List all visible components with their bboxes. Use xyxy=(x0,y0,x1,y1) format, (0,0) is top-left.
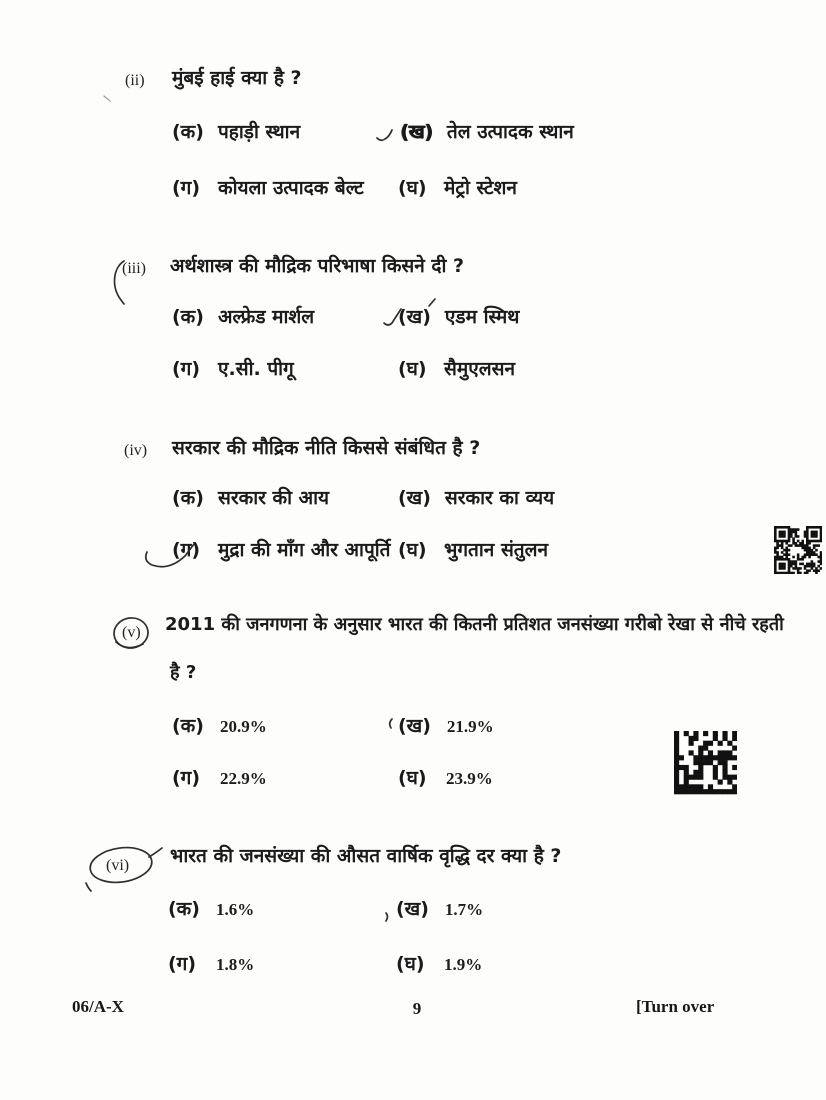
option-value: 20.9% xyxy=(220,717,267,736)
pen-tick-v-kha xyxy=(390,719,392,728)
option-label: (घ) xyxy=(398,358,427,380)
option-text: तेल उत्पादक स्थान xyxy=(446,121,574,143)
option-label: (क) xyxy=(172,306,204,328)
option-text: सैमुएलसन xyxy=(444,358,515,380)
option-label: (क) xyxy=(168,898,200,920)
option-iii-ka xyxy=(172,303,314,329)
option-vi-gha xyxy=(396,950,482,976)
pen-speck-ii xyxy=(104,96,110,101)
option-value: 1.7% xyxy=(444,900,484,919)
option-vi-ka xyxy=(168,895,254,921)
question-iv-number: (iv) xyxy=(124,442,148,459)
option-label: (ख) xyxy=(398,487,431,509)
option-ii-gha xyxy=(398,174,517,200)
option-iv-gha xyxy=(398,536,548,562)
question-v-text-line2: है ? xyxy=(170,662,197,683)
option-label: (ग) xyxy=(172,177,201,199)
option-text: सरकार की आय xyxy=(218,487,330,509)
option-label: (ग) xyxy=(172,358,201,380)
option-label: (घ) xyxy=(396,953,425,975)
option-label: (क) xyxy=(172,121,204,143)
option-label: (ग) xyxy=(172,539,201,561)
question-ii-number: (ii) xyxy=(125,72,145,89)
pen-circle-v-overdraw xyxy=(116,642,143,648)
option-value: 22.9% xyxy=(220,769,267,788)
option-v-kha xyxy=(398,712,494,738)
option-iii-gha xyxy=(398,355,515,381)
option-label: (ख) xyxy=(398,715,431,737)
pen-tick-left-margin xyxy=(86,883,91,891)
option-iv-ka xyxy=(172,484,329,510)
question-iv-text: सरकार की मौद्रिक नीति किससे संबंधित है ? xyxy=(172,437,481,459)
option-ii-kha xyxy=(400,118,574,144)
option-text: मुद्रा की माँग और आपूर्ति xyxy=(218,539,391,561)
question-iii-number: (iii) xyxy=(122,260,146,277)
pen-tick-ii-kha xyxy=(377,130,392,140)
question-iii-text: अर्थशास्त्र की मौद्रिक परिभाषा किसने दी ? xyxy=(170,255,465,277)
option-text: एडम स्मिथ xyxy=(444,306,520,328)
option-label: (क) xyxy=(172,715,204,737)
option-ii-ga xyxy=(172,174,364,200)
option-iv-kha xyxy=(398,484,554,510)
option-label: (ग) xyxy=(168,953,197,975)
question-vi-text: भारत की जनसंख्या की औसत वार्षिक वृद्धि दर क्या है ? xyxy=(170,845,562,867)
option-v-ga xyxy=(172,764,267,790)
option-text: मेट्रो स्टेशन xyxy=(444,177,517,199)
option-value: 21.9% xyxy=(446,717,494,736)
option-text: सरकार का व्यय xyxy=(444,487,555,509)
option-value: 1.8% xyxy=(216,955,255,974)
option-text: अल्फ्रेड मार्शल xyxy=(218,306,315,328)
qr-code xyxy=(774,524,822,574)
turn-over-label: [Turn over xyxy=(636,997,715,1016)
option-label: (ख) xyxy=(396,898,429,920)
data-matrix-code xyxy=(674,731,737,795)
option-iii-ga xyxy=(172,355,294,381)
option-value: 1.9% xyxy=(444,955,483,974)
pen-tick-vi-kha xyxy=(386,913,388,921)
option-label: (घ) xyxy=(398,767,427,789)
option-v-ka xyxy=(172,712,267,738)
option-v-gha xyxy=(398,764,493,790)
option-iv-ga xyxy=(172,536,391,562)
option-text: कोयला उत्पादक बेल्ट xyxy=(218,177,364,199)
question-v-text: 2011 की जनगणना के अनुसार भारत की कितनी प्रतिशत जनसंख्या गरीबो रेखा से नीचे रहती xyxy=(165,614,784,635)
option-vi-ga xyxy=(168,950,254,976)
option-label: (ख) xyxy=(398,306,431,328)
option-value: 23.9% xyxy=(446,769,493,788)
option-iii-kha xyxy=(398,303,519,329)
question-ii-text: मुंबई हाई क्या है ? xyxy=(172,67,302,89)
option-label: (क) xyxy=(172,487,204,509)
option-vi-kha xyxy=(396,895,483,921)
option-label: (घ) xyxy=(398,177,427,199)
option-text: ए.सी. पीगू xyxy=(218,358,294,380)
paper-code: 06/A-X xyxy=(72,997,124,1016)
option-ii-ka xyxy=(172,118,300,144)
option-label: (ख) xyxy=(400,121,433,143)
question-vi-number: (vi) xyxy=(106,857,130,874)
option-text: पहाड़ी स्थान xyxy=(218,121,301,143)
option-label: (ग) xyxy=(172,767,201,789)
option-text: भुगतान संतुलन xyxy=(444,539,549,561)
page-number: 9 xyxy=(412,999,422,1018)
question-v-number: (v) xyxy=(122,624,141,641)
option-value: 1.6% xyxy=(216,900,255,919)
pen-circle-vi-tail xyxy=(149,848,162,857)
option-label: (घ) xyxy=(398,539,427,561)
